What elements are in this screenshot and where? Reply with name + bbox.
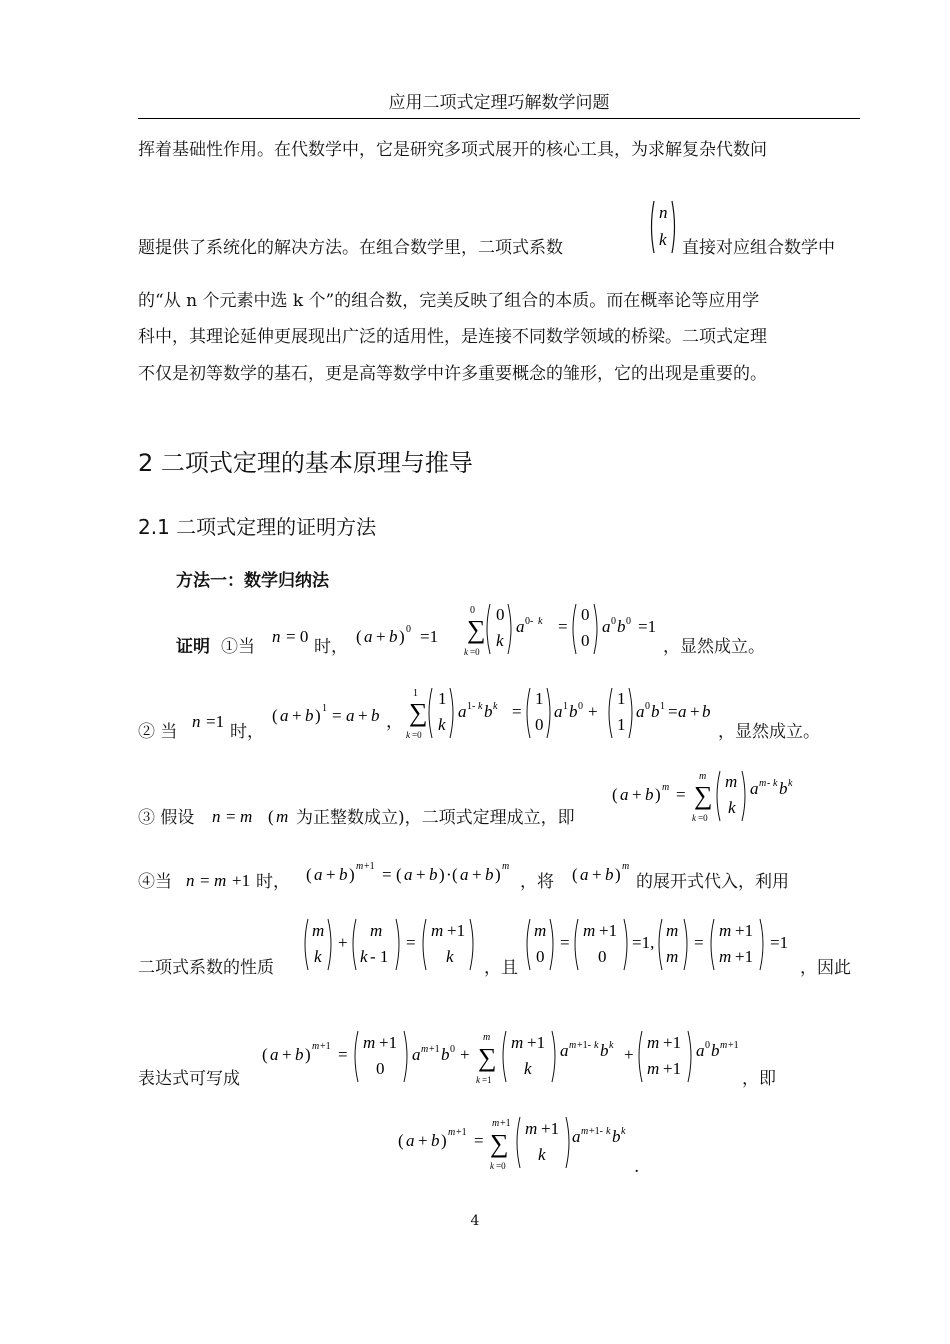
svg-text:m: m: [356, 861, 364, 872]
svg-text:1: 1: [322, 703, 327, 714]
svg-text:0: 0: [611, 616, 616, 627]
svg-text:m: m: [214, 871, 227, 890]
svg-text:+1: +1: [500, 1118, 511, 1129]
svg-text:1: 1: [617, 689, 626, 708]
svg-text:m: m: [759, 778, 767, 789]
step2-suffix: ，显然成立。: [718, 722, 820, 742]
svg-text:m: m: [569, 1040, 577, 1051]
step4-mid: ，将: [520, 872, 554, 892]
svg-text:m: m: [534, 921, 547, 940]
svg-text:0: 0: [470, 605, 475, 616]
svg-text:a: a: [602, 617, 611, 636]
svg-text:b: b: [389, 627, 398, 646]
svg-text:m: m: [720, 1040, 728, 1051]
svg-text:m: m: [312, 921, 325, 940]
svg-text:k: k: [478, 701, 483, 712]
svg-text:+: +: [632, 785, 642, 804]
section-heading: 2 二项式定理的基本原理与推导: [138, 449, 473, 477]
svg-text:a: a: [404, 865, 413, 884]
svg-text:1: 1: [660, 701, 665, 712]
svg-text:1: 1: [617, 715, 626, 734]
svg-text:(: (: [272, 706, 278, 725]
step4-formula: [304, 856, 534, 890]
svg-text:(: (: [396, 865, 402, 884]
step3-prefix: ③ 假设: [138, 808, 195, 828]
svg-text:(: (: [262, 1045, 268, 1064]
step3-mid: 为正整数成立)，二项式定理成立，即: [296, 808, 575, 828]
final-period: .: [634, 1157, 640, 1177]
svg-text:1: 1: [413, 688, 418, 699]
svg-text:m: m: [525, 1119, 538, 1138]
svg-text:b: b: [612, 1127, 621, 1146]
svg-text:n: n: [659, 203, 668, 222]
svg-text:k: k: [538, 616, 543, 627]
pascal-identity: [298, 914, 488, 978]
svg-text:b: b: [569, 702, 578, 721]
svg-text:=: =: [406, 933, 416, 952]
svg-text:+: +: [624, 1045, 634, 1064]
final-formula-svg: [394, 1112, 644, 1178]
step2-formula: [190, 683, 730, 747]
svg-text:k: k: [314, 947, 322, 966]
svg-text:∑: ∑: [409, 698, 428, 727]
svg-text:=: =: [512, 702, 522, 721]
svg-text:=1: =1: [482, 1075, 492, 1085]
step5-suffix: ，因此: [800, 958, 851, 978]
svg-text:m: m: [363, 1033, 376, 1052]
svg-text:k: k: [538, 1145, 546, 1164]
svg-text:m: m: [276, 807, 289, 826]
svg-text:b: b: [305, 706, 314, 725]
svg-text:=: =: [676, 785, 686, 804]
intro-line-2b: 直接对应组合数学中: [682, 238, 835, 258]
proof-label: 证明: [176, 637, 210, 657]
svg-text:0-: 0-: [525, 616, 534, 627]
svg-text:+1: +1: [728, 1040, 739, 1051]
step4-term-svg: [570, 856, 640, 890]
svg-text:): ): [315, 706, 321, 725]
svg-text:b: b: [779, 779, 788, 798]
svg-text:a: a: [364, 627, 373, 646]
svg-text:(: (: [268, 807, 274, 826]
svg-text:0: 0: [536, 947, 545, 966]
svg-text:(: (: [612, 785, 618, 804]
svg-text:m: m: [492, 1118, 500, 1129]
svg-text:+1: +1: [429, 1044, 440, 1055]
svg-text:+1: +1: [527, 1033, 546, 1052]
svg-text:): ): [495, 865, 501, 884]
intro-line-2a: 题提供了系统化的解决方法。在组合数学里，二项式系数: [138, 238, 563, 258]
svg-text:k: k: [438, 715, 446, 734]
step4-prefix: ④当: [138, 872, 172, 892]
svg-text:m: m: [719, 947, 732, 966]
intro-line-4: 科中，其理论延伸更展现出广泛的适用性，是连接不同数学领域的桥梁。二项式定理: [138, 327, 767, 347]
step6-prefix: 表达式可写成: [138, 1069, 240, 1089]
svg-text:+1: +1: [663, 1033, 682, 1052]
svg-text:(: (: [452, 865, 458, 884]
svg-text:+1: +1: [735, 921, 754, 940]
svg-text:+: +: [460, 1045, 470, 1064]
svg-text:n: n: [212, 807, 221, 826]
svg-text:b: b: [371, 706, 380, 725]
svg-text:+: +: [418, 1131, 428, 1150]
svg-text:b: b: [605, 865, 614, 884]
intro-line-1: 挥着基础性作用。在代数学中，它是研究多项式展开的核心工具，为求解复杂代数问: [138, 140, 767, 160]
svg-text:b: b: [431, 1131, 440, 1150]
svg-text:=: =: [332, 706, 342, 725]
svg-text:m: m: [581, 1126, 589, 1137]
svg-text:∑: ∑: [478, 1043, 497, 1072]
svg-text:+: +: [416, 865, 426, 884]
svg-text:+1-: +1-: [589, 1126, 603, 1137]
svg-text:=: =: [474, 1131, 484, 1150]
svg-text:a: a: [516, 617, 525, 636]
svg-text:m: m: [583, 921, 596, 940]
svg-text:=0: =0: [412, 730, 422, 740]
svg-text:m: m: [666, 921, 679, 940]
svg-text:1: 1: [535, 689, 544, 708]
svg-text:0: 0: [705, 1040, 710, 1051]
svg-text:k: k: [609, 1040, 614, 1051]
intro-line-3: 的“从 n 个元素中选 k 个”的组合数，完美反映了组合的本质。而在概率论等应用学: [138, 291, 760, 311]
step1-time: 时，: [314, 637, 348, 657]
svg-text:m: m: [662, 782, 670, 793]
svg-text:k: k: [788, 778, 793, 789]
svg-text:): ): [615, 865, 621, 884]
svg-text:=: =: [200, 871, 210, 890]
svg-text:1: 1: [563, 701, 568, 712]
svg-text:b: b: [711, 1041, 720, 1060]
svg-text:+1: +1: [447, 921, 466, 940]
step4-n-eq-m1-svg: [182, 862, 262, 892]
svg-text:+: +: [326, 865, 336, 884]
svg-text:m: m: [421, 1044, 429, 1055]
svg-text:b: b: [617, 617, 626, 636]
svg-text:m: m: [370, 921, 383, 940]
svg-text:+: +: [282, 1045, 292, 1064]
svg-text:=1: =1: [770, 933, 789, 952]
intro-line-5: 不仅是初等数学的基石，更是高等数学中许多重要概念的雏形，它的出现是重要的。: [138, 364, 767, 384]
svg-text:+1: +1: [456, 1127, 467, 1138]
svg-text:m: m: [699, 771, 707, 782]
step3-n-eq-m-svg: [208, 800, 298, 830]
svg-text:0: 0: [578, 701, 583, 712]
svg-text:0: 0: [581, 631, 590, 650]
svg-text:+: +: [358, 706, 368, 725]
svg-text:0: 0: [581, 605, 590, 624]
svg-text:k: k: [659, 230, 667, 249]
svg-text:a: a: [346, 706, 355, 725]
svg-text:k: k: [496, 631, 504, 650]
step5-prefix: 二项式系数的性质: [138, 958, 274, 978]
svg-text:): ): [349, 865, 355, 884]
svg-text:m: m: [312, 1041, 320, 1052]
svg-text:m: m: [502, 861, 510, 872]
svg-text:b: b: [600, 1041, 609, 1060]
svg-text:k: k: [621, 1126, 626, 1137]
svg-text:=0: =0: [496, 1161, 506, 1171]
svg-text:+: +: [376, 627, 386, 646]
step2-formula-svg: [190, 683, 730, 747]
svg-text:n: n: [272, 627, 281, 646]
svg-text:0: 0: [376, 1059, 385, 1078]
svg-text:a: a: [678, 702, 687, 721]
svg-text:+: +: [690, 702, 700, 721]
svg-text:k: k: [360, 947, 368, 966]
svg-text:0: 0: [496, 605, 505, 624]
svg-text:a: a: [280, 706, 289, 725]
svg-text:a: a: [314, 865, 323, 884]
svg-text:a: a: [460, 865, 469, 884]
step1-suffix: ，显然成立。: [663, 637, 765, 657]
svg-text:a: a: [580, 865, 589, 884]
step4-suffix: 的展开式代入，利用: [636, 872, 789, 892]
svg-text:(: (: [398, 1131, 404, 1150]
svg-text:1-: 1-: [467, 701, 476, 712]
step2-prefix: ② 当: [138, 722, 178, 742]
final-formula: [394, 1112, 644, 1178]
expansion-formula: [258, 1026, 748, 1092]
svg-text:k: k: [406, 730, 410, 740]
step6-suffix: ，即: [742, 1069, 776, 1089]
svg-text:m: m: [719, 921, 732, 940]
svg-text:= 0: = 0: [286, 627, 309, 646]
svg-text:+: +: [338, 933, 348, 952]
svg-text:n: n: [192, 712, 201, 731]
svg-text:- 1: - 1: [370, 947, 389, 966]
svg-text:m: m: [431, 921, 444, 940]
svg-text:k: k: [606, 1126, 611, 1137]
expansion-formula-svg: [258, 1026, 748, 1092]
svg-text:): ): [439, 865, 445, 884]
svg-text:a: a: [750, 779, 759, 798]
svg-text:k: k: [728, 798, 736, 817]
page-number: 4: [470, 1213, 480, 1229]
svg-text:+1: +1: [541, 1119, 560, 1138]
svg-text:=: =: [382, 865, 392, 884]
step4-time: 时，: [256, 872, 290, 892]
binomial-n-k-parens: [648, 198, 678, 256]
svg-text:+1-: +1-: [577, 1040, 591, 1051]
svg-text:-: -: [767, 778, 771, 789]
svg-text:): ): [441, 1131, 447, 1150]
svg-text:=1: =1: [206, 712, 225, 731]
svg-text:m: m: [511, 1033, 524, 1052]
svg-text:0: 0: [406, 624, 411, 635]
step4-n-eq-m1: [182, 862, 262, 892]
svg-text:k: k: [446, 947, 454, 966]
svg-text:a: a: [696, 1041, 705, 1060]
svg-text:∑: ∑: [694, 781, 713, 810]
svg-text:b: b: [485, 865, 494, 884]
step1-prefix: ①当: [221, 637, 255, 657]
boundary-values-svg: [522, 914, 812, 978]
svg-text:n: n: [186, 871, 195, 890]
svg-text:k: k: [773, 778, 778, 789]
method-heading: 方法一：数学归纳法: [176, 571, 329, 591]
svg-text:m: m: [622, 861, 630, 872]
svg-text:+1: +1: [663, 1059, 682, 1078]
svg-text:k: k: [524, 1059, 532, 1078]
svg-text:+1: +1: [599, 921, 618, 940]
svg-text:m: m: [240, 807, 253, 826]
step4-term: [570, 856, 640, 890]
svg-text:a: a: [412, 1045, 421, 1064]
svg-text:m: m: [647, 1033, 660, 1052]
svg-text:a: a: [270, 1045, 279, 1064]
svg-text:+1: +1: [364, 861, 375, 872]
step3-n-eq-m: [208, 800, 298, 830]
svg-text:+1: +1: [232, 871, 251, 890]
svg-text:k: k: [464, 647, 468, 657]
running-header: 应用二项式定理巧解数学问题: [138, 92, 860, 119]
step2-time: 时，: [230, 722, 264, 742]
svg-text:=0: =0: [470, 647, 480, 657]
svg-text:+1: +1: [320, 1041, 331, 1052]
svg-text:k: k: [493, 701, 498, 712]
svg-text:k: k: [692, 813, 696, 823]
svg-text:=1: =1: [420, 627, 439, 646]
step5-and: ，且: [484, 958, 518, 978]
svg-text:=: =: [338, 1045, 348, 1064]
subsection-heading: 2.1 二项式定理的证明方法: [138, 515, 377, 539]
pascal-identity-svg: [298, 914, 488, 978]
svg-text:=: =: [560, 933, 570, 952]
svg-text:a: a: [560, 1041, 569, 1060]
step3-formula-svg: [610, 766, 810, 830]
svg-text:a: a: [458, 702, 467, 721]
svg-text:=: =: [558, 617, 568, 636]
svg-text:0: 0: [626, 616, 631, 627]
svg-text:∑: ∑: [467, 615, 486, 644]
svg-text:b: b: [651, 702, 660, 721]
svg-text:b: b: [339, 865, 348, 884]
svg-text:(: (: [306, 865, 312, 884]
svg-text:=0: =0: [698, 813, 708, 823]
svg-text:+: +: [472, 865, 482, 884]
boundary-values: [522, 914, 812, 978]
svg-text:a: a: [554, 702, 563, 721]
svg-text:+1: +1: [379, 1033, 398, 1052]
binomial-n-k: [648, 198, 678, 256]
svg-text:k: k: [490, 1161, 494, 1171]
svg-text:·: ·: [446, 865, 452, 884]
svg-text:): ): [399, 627, 405, 646]
step3-formula: [610, 766, 810, 830]
svg-text:b: b: [645, 785, 654, 804]
svg-text:+1: +1: [735, 947, 754, 966]
svg-text:=1,: =1,: [632, 933, 655, 952]
svg-text:∑: ∑: [490, 1129, 509, 1158]
svg-text:a: a: [620, 785, 629, 804]
svg-text:1: 1: [438, 689, 447, 708]
svg-text:b: b: [429, 865, 438, 884]
svg-text:0: 0: [645, 701, 650, 712]
svg-text:b: b: [484, 702, 493, 721]
svg-text:b: b: [702, 702, 711, 721]
svg-text:+: +: [588, 702, 598, 721]
svg-text:+: +: [592, 865, 602, 884]
svg-text:a: a: [406, 1131, 415, 1150]
svg-text:=: =: [694, 933, 704, 952]
svg-text:0: 0: [535, 715, 544, 734]
svg-text:a: a: [572, 1127, 581, 1146]
svg-text:m: m: [666, 947, 679, 966]
svg-text:b: b: [295, 1045, 304, 1064]
svg-text:m: m: [483, 1032, 491, 1043]
svg-text:，: ，: [386, 712, 403, 731]
svg-text:=: =: [226, 807, 236, 826]
svg-text:m: m: [725, 772, 738, 791]
svg-text:=: =: [668, 702, 678, 721]
svg-text:a: a: [636, 702, 645, 721]
svg-text:m: m: [448, 1127, 456, 1138]
svg-text:=1: =1: [638, 617, 657, 636]
step4-formula-svg: [304, 856, 534, 890]
svg-text:+: +: [292, 706, 302, 725]
svg-text:(: (: [356, 627, 362, 646]
svg-text:0: 0: [450, 1044, 455, 1055]
svg-text:): ): [305, 1045, 311, 1064]
svg-text:0: 0: [598, 947, 607, 966]
svg-text:k: k: [476, 1075, 480, 1085]
svg-text:m: m: [647, 1059, 660, 1078]
svg-text:k: k: [594, 1040, 599, 1051]
svg-text:(: (: [572, 865, 578, 884]
svg-text:b: b: [441, 1045, 450, 1064]
svg-text:): ): [655, 785, 661, 804]
